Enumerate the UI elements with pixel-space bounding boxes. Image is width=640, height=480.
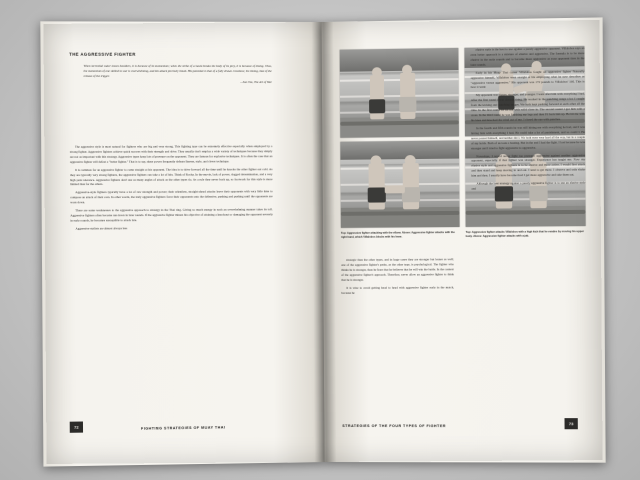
open-book	[43, 20, 602, 464]
page-number-left: 72	[70, 421, 83, 432]
paragraph: The aggressive style is most natural for fighters who are big and very strong. This fighting type can be extremely effective especially when employed by a strong fighter. Aggressive fighters achieve quick success with their strength and drive. They usually don't employ a wide variety of techniques because they simply are not as important with this strategy. Aggressive types keep lots of pressure on the opponent. They are famous for explosive techniques. It is often the case that an aggressive fighter will defeat a "better fighter." That is to say, sheer power frequently defeats finesse, style, and clever technique.	[69, 144, 273, 164]
photo-caption-left: Top: Aggressive fighter attacking with the elbow. Above: Aggressive fighter attacks with the right hand, which Villalobos blocks with his knee.	[340, 231, 455, 239]
fighter-shorts	[369, 99, 385, 113]
crowd-band	[340, 48, 459, 72]
paragraph: Aggressive stylists are almost always less	[75, 226, 128, 231]
right-page-body-column-1	[341, 257, 454, 298]
fighter-head	[372, 67, 382, 77]
paragraph: Early in his Muay Thai career Villalobos fought an aggressive fighter Naturally aggressive himself, Villalobos went straight at his employing what he now describes as "aggressive versus aggressive." His opponent was 172 pounds to Villalobos' 160. This is how it went:	[470, 68, 585, 90]
epigraph-attribution: —Sun Tzu, The Art of War	[240, 80, 272, 85]
epigraph-quote	[84, 64, 272, 85]
paragraph: Although the best strategy against a purely aggressive fighter is to use an elusive style and	[471, 180, 586, 191]
paragraph: Nowadays, I would never fight too pressure aggressive against another aggressive opponent, especially if that fighter was stronger. Experience has taught me. Now my elusive style and aggressive fighters is to be elusive and more active. I would first attack and then stand and keep moving in and out. I tend to get more. I observe and only shake him and then. I usually have become tired I get more aggressive and take them out.	[471, 152, 586, 178]
ring-floor	[341, 207, 460, 228]
running-head-left: FIGHTING STRATEGIES OF MUAY THAI	[140, 425, 226, 431]
running-head-right: STRATEGIES OF THE FOUR TYPES OF FIGHTER	[342, 424, 446, 429]
page-title: THE AGGRESSIVE FIGHTER	[69, 51, 136, 57]
paragraph: Aggressive-style fighters typically have a lot of raw strength and power; their relentless, straight-ahead attacks leave their opponents with very little time to compose an attack of their own. In other words, the truly aggressive fighters force their opponents onto the defensive, pushing and pushing until the opponents are worn down.	[70, 189, 273, 205]
left-page-body	[70, 144, 273, 234]
photo-top-left	[340, 48, 459, 138]
raised-knee	[385, 185, 405, 193]
fighter-head	[370, 155, 381, 166]
paragraph: There are some weaknesses to the aggressive approach to strategy in the Thai ring. Giving so much energy in such an overwhelming manner takes its toll. Aggressive fighters often become run down in later rounds. If the aggressive fighter misses his objective of attaining a knockout or damaging the opponent severely in early rounds, he becomes susceptible to attack late.	[70, 207, 273, 223]
paragraph: My opponent was bigger, stronger, and younger. I went after him with everything I had. After the first round I was already tiring. He worked in the punching range a lot. I caught from the kicking and punching ranges. We both kept pushing forward at each other all the time. In the first round he hit me with solid close in. The second round I got him with a cross. In the third round he was finishing my legs and then I'd back him up. He hit me with his knee and knocked the wind out of me. I closed the eye with punches.	[470, 91, 585, 123]
ring-floor	[466, 206, 586, 227]
crowd-band	[340, 140, 459, 159]
paragraph: elusive style is the best to use against a purely aggressive opponent. Villalobos says an even better approach is a mixture of elusive and aggressive. The formula is to be more elusive in the early rounds and to become more aggressive as your opponent tires in the later rounds.	[470, 46, 585, 67]
page-number-right: 73	[564, 418, 577, 429]
opponent-head	[402, 65, 412, 75]
paragraph: strategic than the other types, and in large cases they are stronger but leaner as well; one of the aggressive fighter's perks, as the other type, is psychological. The fighter who thinks he is stronger, than he fears that he believes that he will win the battle. In the context of the aggressive fighter's approach. Therefore, never allow an aggressive fighter to think that he is stronger.	[341, 257, 454, 282]
paragraph: It is wise to avoid getting head to head with aggressive fighter early in the match, because he	[341, 284, 454, 295]
paragraph: In the fourth and fifth rounds he was still hitting me with everything he had, and I was hitting him with everything I had. He could take a lot of punishment, and so could I. He never poured himself, and neither did I. We both were very hard all the way, but in a couple of my holds. Both of us took a beating. But in the end I had the fight. I lost because he was stronger and I tried to fight aggressive to aggressive.	[471, 124, 586, 150]
fighter-shorts	[368, 187, 386, 202]
paragraph: It is common for an aggressive fighter to come straight at his opponent. The idea is to drive forward all the time until he knocks the other fighter out cold. As they are typically very strong fighters, the aggressive fighters can take a lot of hits. Think of Rocky. In the movie, lack of power, dogged determination, and a very high pain tolerance. Aggressive fighters don't use as many angles of attack as the other types do. As a rule they never back up, so footwork for this style is more limited than for the others.	[70, 166, 273, 187]
book-right-page	[321, 17, 605, 462]
book-left-page	[40, 21, 324, 466]
photo-bottom-left	[340, 140, 459, 227]
right-page-body-column-2	[470, 46, 585, 195]
ring-floor	[340, 116, 459, 137]
opponent-head	[405, 155, 416, 166]
epigraph-text: When torrential water tosses boulders, it is because of its momentum; when the strike of a hawk breaks the body of its prey, it is because of timing. Thus, the momentum of one skilled in war is overwhelming, and his attack precisely timed. His potential is that of a fully drawn crossbow; his timing, that of the release of the trigger.	[83, 63, 272, 78]
opponent-shorts	[399, 97, 416, 112]
photo-caption-right: Top: Aggressive fighter attacks Villalobos with a high kick that he evades by moving his upper body. Above: Aggressive fighter attacks with a jab.	[465, 230, 584, 238]
